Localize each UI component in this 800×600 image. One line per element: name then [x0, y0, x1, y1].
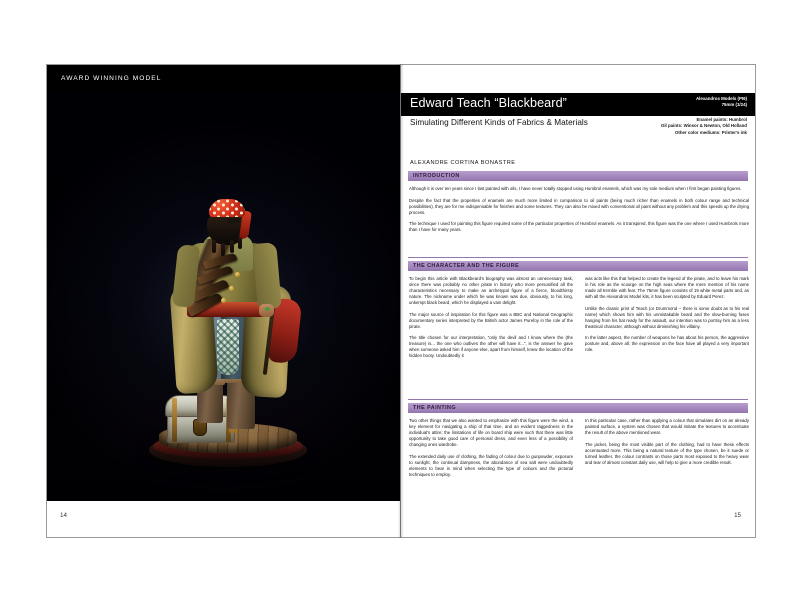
section-heading-introduction: INTRODUCTION [408, 171, 748, 181]
section-body-character-right [585, 276, 749, 359]
brass-fitting-2 [221, 298, 226, 303]
brass-fitting-1 [229, 286, 234, 291]
section-body-painting-left [409, 418, 573, 483]
paragraph: Despite the fact that the properties of enamels are much more limited in comparison to oil paints (being much richer than enamels in both colour range and technical possibilities), they are for me indispensable for finishes and some textures. They can also be mixed with conventional oil paint without any problem and this speeds up the drying process. [409, 197, 749, 215]
beard-braid-3 [230, 240, 234, 253]
paragraph: The technique I used for painting this figure required some of the particular properties of Humbrol enamels. As it transpired, this figure was the one where I used Humbrols more than I have for many years. [409, 221, 749, 232]
arm-right [252, 242, 282, 310]
eye-shadow [227, 218, 240, 223]
paragraph: The major source of inspiration for this figure was a BBC and National Geographic documentary series interpreted by the British actor James Purefoy in the role of the pirate. [409, 311, 573, 329]
paragraph: In the latter aspect, the number of weapons he has about his person, the aggressive posture and, above all, the expression on the face have all played a very important role. [585, 335, 749, 352]
paragraph: The title chosen for our interpretation, “only the devil and I know where the (the treasure) is... the one who outlives the other will have it...”, is the answer he gave when someone asked him if anyone else, apart from himself, knew the location of the hidden booty. Undoubtedly it [409, 335, 573, 358]
section-heading-painting: THE PAINTING [408, 403, 748, 413]
lace-pattern [217, 319, 239, 375]
section-body-painting-right [585, 418, 749, 471]
article-title: Edward Teach “Blackbeard” [410, 96, 567, 110]
paragraph: Two other things that we also wanted to emphasize with this figure were the wind, a key element for navigating a ship of that time, and an evident raggedness in the individual's attire; the limitations of life on board ship were such that there was little opportunity to take good care of personal dress, and even less of a possibility of changing ones wardrobe. [409, 418, 573, 447]
paragraph: was acts like this that helped to create the legend of the pirate, and to leave his mark in his role as the scourge on the high seas where the mere mention of his name made all tremble with fear. The 75mm figure consists of 19 white metal parts and, as with all the Alexandros Model kits, it has been sculpted by Eduard Perez. [585, 276, 749, 299]
rule-character [408, 399, 748, 400]
rule-introduction [408, 257, 748, 258]
model-credit [696, 96, 747, 108]
other-mediums: Other color mediums: Printer's ink [674, 129, 747, 135]
article-subtitle: Simulating Different Kinds of Fabrics & Materials [410, 118, 588, 127]
paragraph: Unlike the classic print of Teach (or Drummond – there is some doubt as to his real name) which shows him with his unmistakable beard and the slow-burning fuses hanging from his hat ready for the assault, our intention was to portray him as a less theatrical character, although without diminishing his villainy. [585, 305, 749, 329]
section-heading-character: THE CHARACTER AND THE FIGURE [408, 261, 748, 271]
running-head: AWARD WINNING MODEL [47, 65, 400, 93]
paragraph: To begin this article with Blackbeard's biography was almost an unnecessary task, since there was probably no other pirate in history who more personified all the characteristics necessary to make an archetypal figure of a fierce, bloodthirsty nature. The nickname under which he was known was due, obviously, to his long, unkempt black beard, which he displayed a vain delight. [409, 276, 573, 305]
blackbeard-miniature [143, 127, 313, 467]
green-ring [265, 307, 270, 311]
section-body-character-left [409, 276, 573, 365]
beard-braid-1 [212, 240, 216, 253]
author-byline: ALEXANDRE CORTINA BONASTRE [410, 160, 516, 166]
paragraph: The jacket, being the most visible part of the clothing, had to have these effects accentuated more. This being a natural texture of the type chosen, be it suede or turned leather, the colour contrasts on those parts most exposed to the heavy wear and tear of almost constant daily use, will help to give a more credible result. [585, 441, 749, 465]
figure-photograph [47, 93, 400, 503]
paragraph: Although it is over ten years since I last painted with oils, I have never totally stopped using Humbrol enamels, which was my sole medium when I first began painting figures. [409, 186, 742, 191]
right-folio-bar [401, 501, 754, 537]
paragraph: The extended daily use of clothing, the fading of colour due to gunpowder, exposure to sunlight, the continual dampness, the abundance of sea salt were undoubtedly elements to bear in mind when selecting the type of colours and the pictorial techniques to employ. [409, 453, 573, 477]
model-scale: 75mm (1/24) [721, 102, 747, 108]
section-body-introduction [409, 186, 749, 239]
beard-braid-2 [221, 243, 225, 256]
left-page [46, 64, 401, 538]
enamel-paints: Enamel paints: Humbrol [696, 117, 747, 122]
model-manufacturer: Alexandros Models (PI6) [696, 96, 747, 101]
page-number-left: 14 [60, 512, 67, 519]
oil-paints: Oil paints: Winsor & Newton, Old Holland [660, 123, 747, 129]
paragraph: In this particular case, rather than applying a colour that simulates dirt on an already painted surface, a system was chosen that would imitate the textures to accentuate the result of the above mentioned wear. [585, 418, 749, 435]
chest-band-left [172, 398, 177, 442]
title-band [401, 93, 755, 116]
right-page [401, 64, 756, 538]
bandana-polka-dots [209, 199, 245, 217]
brass-fitting-3 [235, 272, 240, 277]
page-number-right: 15 [734, 512, 741, 519]
paints-credit [661, 117, 747, 136]
left-folio-bar [47, 501, 400, 537]
